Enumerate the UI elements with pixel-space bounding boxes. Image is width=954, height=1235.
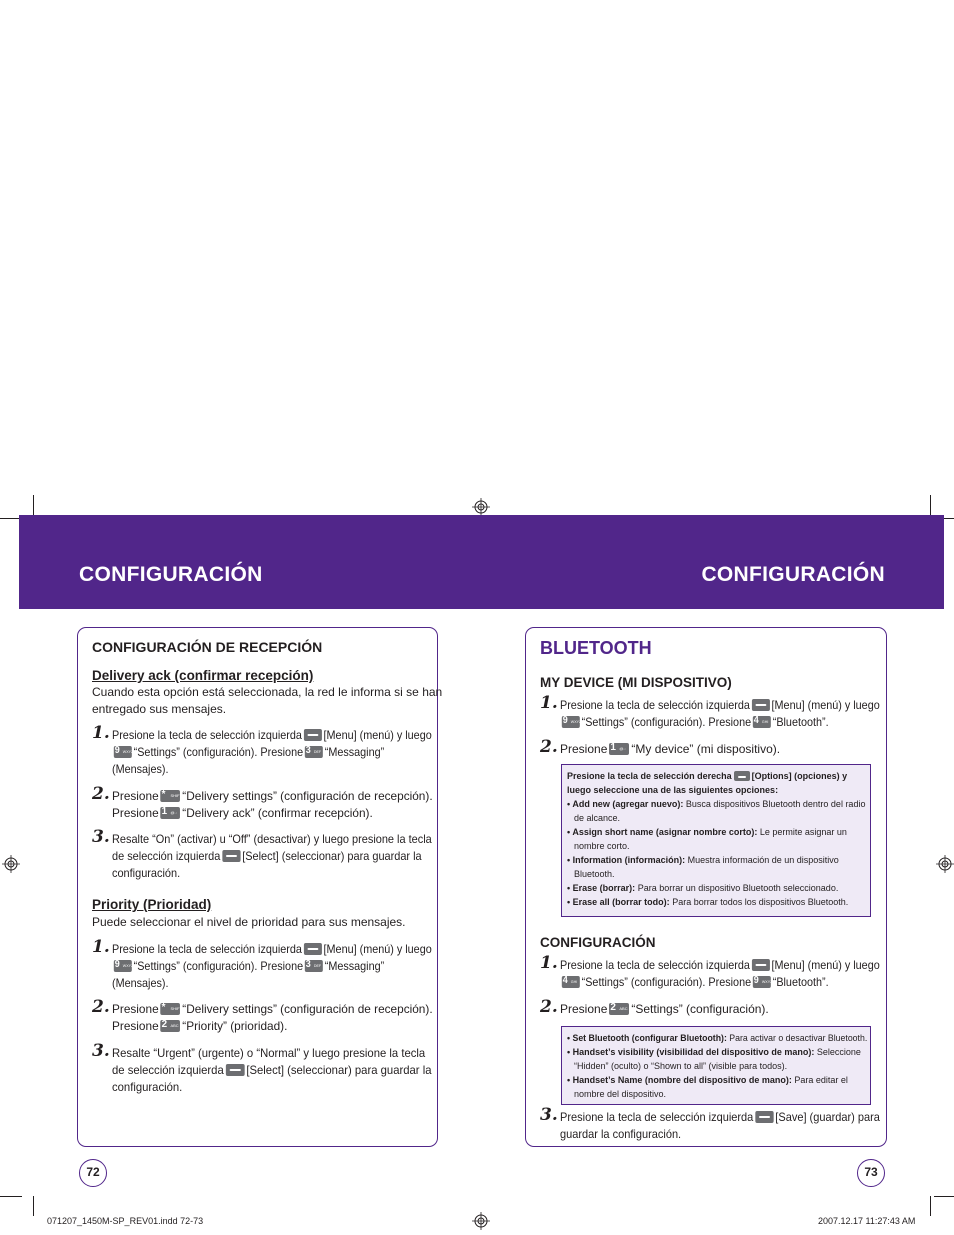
step-text [112, 941, 432, 992]
left-soft-key-icon [222, 850, 240, 862]
reception-section-title: CONFIGURACIÓN DE RECEPCIÓN [92, 639, 323, 655]
step-text-part: “Delivery settings” (configuración de recepción). [182, 1002, 433, 1016]
key-4-icon: 4 GHI [562, 976, 580, 988]
step-text-part: [Select] (seleccionar) para guardar la [246, 1063, 432, 1077]
my-device-title: MY DEVICE (MI DISPOSITIVO) [540, 675, 732, 690]
config-title: CONFIGURACIÓN [540, 935, 656, 950]
step-text-part: guardar la configuración. [560, 1127, 682, 1141]
right-page-title: CONFIGURACIÓN [701, 563, 885, 586]
left-soft-key-icon [752, 959, 770, 971]
tip-item-label: • Add new (agregar nuevo): [567, 799, 684, 809]
key-9-icon: 9 WXYZ [562, 715, 582, 726]
step-text-part: Presione [112, 1002, 159, 1016]
step-text-part: Presione [560, 1002, 608, 1016]
step-text [560, 741, 880, 758]
key-2-icon: 2 ABC [610, 1002, 628, 1013]
step-number: 2. [540, 737, 558, 757]
crop-mark [33, 1196, 34, 1216]
step-number: 3. [92, 827, 110, 847]
step-text-part: Presione la tecla de selección izquierda [560, 958, 750, 972]
tip-item-text: Muestra información de un dispositivo [687, 855, 839, 865]
left-soft-key-icon [304, 729, 322, 741]
step-text-part: (Mensajes). [112, 762, 169, 776]
left-soft-key-icon [304, 943, 322, 955]
tip-item-text: Para editar el [794, 1075, 848, 1085]
tip-item-text: Seleccione [816, 1047, 861, 1057]
tip-item-label: • Set Bluetooth (configurar Bluetooth): [567, 1033, 727, 1043]
key-4-icon: 4 GHI [753, 716, 771, 728]
step-text-part: (Mensajes). [112, 976, 169, 990]
left-page-title: CONFIGURACIÓN [79, 563, 263, 586]
key-1-icon: 1 @.: [161, 807, 181, 819]
step-number: 2. [92, 784, 110, 804]
step-text [112, 1001, 432, 1035]
step-text [560, 1001, 880, 1018]
step-number: 1. [540, 953, 558, 973]
step-text-part: Presione la tecla de selección izquierda [112, 728, 302, 742]
registration-mark-icon [936, 855, 954, 873]
tip-item-text: Para borrar todos los dispositivos Bluetooth. [672, 897, 849, 907]
step-text-part: “Settings” (configuración). [631, 1002, 769, 1016]
tip-item-text: Para borrar un dispositivo Bluetooth seleccionado. [637, 883, 839, 893]
step-text-part: “Priority” (prioridad). [182, 1019, 288, 1033]
crop-mark [0, 1196, 22, 1197]
tip-text: Presione la tecla de selección derecha [567, 771, 732, 781]
left-soft-key-icon [755, 1111, 773, 1123]
tip-item-label: • Information (información): [567, 855, 686, 865]
tip-text: [Options] (opciones) y [751, 771, 848, 781]
key-9-icon: 9 WXYZ [114, 745, 134, 756]
step-text [112, 788, 432, 822]
key-star-icon: * SHIFT [161, 1002, 182, 1013]
step-text [560, 697, 880, 731]
step-text-part: Presione la tecla de selección izquierda [560, 1110, 754, 1124]
page-number-left: 72 [79, 1159, 107, 1187]
step-text-part: “Bluetooth”. [772, 975, 829, 989]
priority-description: Puede seleccionar el nivel de prioridad para sus mensajes. [92, 915, 406, 929]
step-number: 1. [92, 723, 110, 743]
step-text-part: Presione la tecla de selección izquierda [112, 942, 302, 956]
footer-timestamp: 2007.12.17 11:27:43 AM [818, 1216, 916, 1226]
step-text-part: [Select] (seleccionar) para guardar la [242, 849, 422, 863]
key-1-icon: 1 @.: [609, 743, 629, 755]
key-3-icon: 3 DEF [305, 745, 322, 756]
step-number: 2. [92, 997, 110, 1017]
step-text-part: [Menu] (menú) y luego [323, 942, 432, 956]
tip-item-label: • Erase all (borrar todo): [567, 897, 670, 907]
right-soft-key-icon [734, 771, 750, 781]
step-text-part: [Menu] (menú) y luego [771, 958, 880, 972]
step-text-part: [Menu] (menú) y luego [771, 698, 880, 712]
key-2-icon: 2 ABC [161, 1019, 179, 1030]
crop-mark [930, 1196, 931, 1216]
description-line: entregado sus mensajes. [92, 702, 227, 716]
description-line: Cuando esta opción está seleccionada, la red le informa si se han [92, 685, 443, 699]
step-text [112, 727, 432, 778]
tip-item-text: “Hidden” (oculto) o “Shown to all” (visible para todos). [574, 1061, 788, 1071]
step-number: 3. [92, 1041, 110, 1061]
crop-mark [934, 1196, 954, 1197]
step-text-part: “Messaging” [324, 959, 385, 973]
step-number: 1. [92, 937, 110, 957]
step-text-part: configuración. [112, 1080, 183, 1094]
step-number: 1. [540, 693, 558, 713]
tip-item-text: Bluetooth. [574, 869, 615, 879]
delivery-ack-title: Delivery ack (confirmar recepción) [92, 668, 314, 683]
footer-file-info: 071207_1450M-SP_REV01.indd 72-73 [47, 1216, 204, 1226]
step-text-part: [Save] (guardar) para [775, 1110, 880, 1124]
tip-item-text: nombre corto. [574, 841, 630, 851]
step-number: 2. [540, 997, 558, 1017]
key-star-icon: * SHIFT [161, 789, 182, 800]
step-text-part: “Bluetooth”. [772, 715, 829, 729]
config-options-tip [561, 1026, 871, 1105]
tip-item-label: • Erase (borrar): [567, 883, 636, 893]
bluetooth-title: BLUETOOTH [540, 638, 652, 658]
tip-item-label: • Handset’s Name (nombre del dispositivo de mano): [567, 1075, 792, 1085]
step-text-part: Resalte “On” (activar) u “Off” (desactivar) y luego presione la tecla [112, 832, 432, 846]
delivery-ack-description [92, 684, 442, 718]
step-text-part: “Settings” (configuración). Presione [581, 715, 752, 729]
key-9-icon: 9 WXYZ [114, 959, 134, 970]
step-text-part: “Delivery settings” (configuración de recepción). [182, 789, 433, 803]
key-3-icon: 3 DEF [305, 959, 322, 970]
step-text-part: Presione [560, 742, 608, 756]
step-text-part: “My device” (mi dispositivo). [631, 742, 781, 756]
step-text-part: [Menu] (menú) y luego [323, 728, 432, 742]
step-text-part: “Settings” (configuración). Presione [133, 959, 304, 973]
registration-mark-icon [2, 855, 20, 873]
step-text-part: Resalte “Urgent” (urgente) o “Normal” y luego presione la tecla [112, 1046, 426, 1060]
step-text [112, 831, 432, 882]
tip-item-label: • Handset’s visibility (visibilidad del dispositivo de mano): [567, 1047, 815, 1057]
left-soft-key-icon [226, 1064, 245, 1076]
header-band [19, 515, 944, 609]
step-text-part: Presione [112, 1019, 159, 1033]
tip-text: luego seleccione una de las siguientes opciones: [567, 785, 779, 795]
tip-item-text: nombre del dispositivo. [574, 1089, 667, 1099]
priority-title: Priority (Prioridad) [92, 897, 212, 912]
step-text-part: de selección izquierda [112, 849, 221, 863]
step-text-part: Presione [112, 806, 159, 820]
step-number: 3. [540, 1105, 558, 1125]
step-text-part: configuración. [112, 866, 181, 880]
step-text-part: de selección izquierda [112, 1063, 224, 1077]
my-device-options-tip [561, 764, 871, 917]
step-text [112, 1045, 432, 1096]
step-text-part: “Delivery ack” (confirmar recepción). [182, 806, 373, 820]
left-soft-key-icon [752, 699, 770, 711]
page-number-right: 73 [857, 1159, 885, 1187]
tip-item-text: Para activar o desactivar Bluetooth. [729, 1033, 868, 1043]
key-9-icon: 9 WXYZ [753, 975, 773, 986]
step-text-part: Presione la tecla de selección izquierda [560, 698, 750, 712]
tip-item-label: • Assign short name (asignar nombre corto): [567, 827, 758, 837]
registration-mark-icon [472, 498, 490, 516]
step-text-part: “Settings” (configuración). Presione [133, 745, 304, 759]
registration-mark-icon [472, 1212, 490, 1230]
step-text [560, 1109, 880, 1143]
tip-item-text: Le permite asignar un [759, 827, 847, 837]
step-text-part: Presione [112, 789, 159, 803]
tip-item-text: Busca dispositivos Bluetooth dentro del radio [685, 799, 866, 809]
step-text-part: “Settings” (configuración). Presione [581, 975, 752, 989]
step-text [560, 957, 880, 991]
tip-item-text: de alcance. [574, 813, 621, 823]
step-text-part: “Messaging” [324, 745, 385, 759]
